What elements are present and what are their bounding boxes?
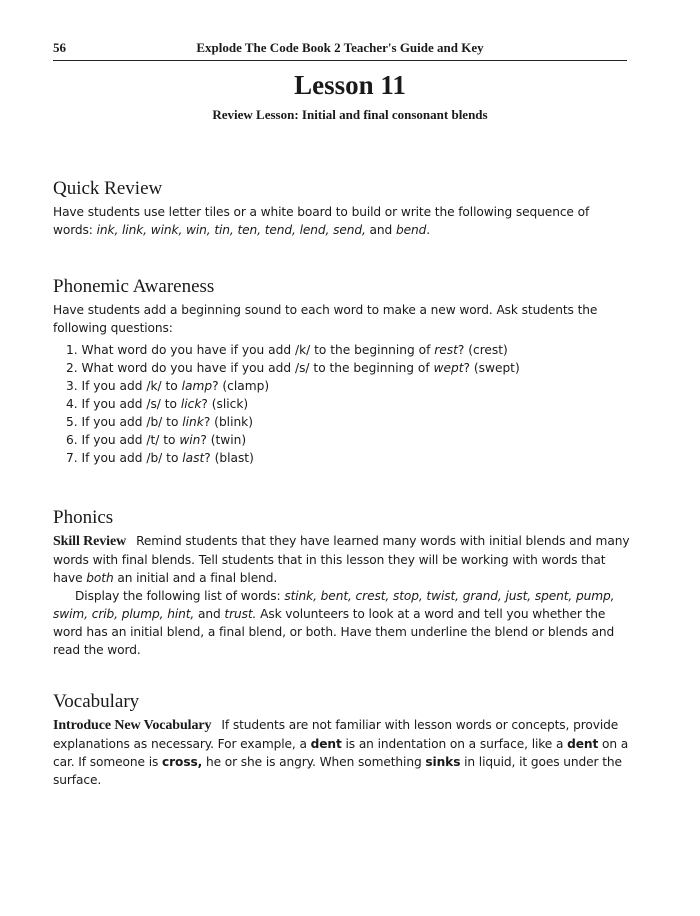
question-answer: ? (blast) <box>204 451 254 465</box>
vocabulary-paragraph <box>53 716 631 789</box>
vocabulary-heading: Vocabulary <box>53 691 140 712</box>
phonemic-awareness-intro: Have students add a beginning sound to each word to make a new word. Ask students the following questions: <box>53 303 598 335</box>
quick-review-and: and <box>365 223 396 237</box>
phonics-emphasis: both <box>86 571 114 585</box>
vocabulary-text: in liquid, it goes under the surface. <box>53 755 622 787</box>
question-text: 1. What word do you have if you add /k/ to the beginning of <box>66 343 435 357</box>
phonemic-awareness-section <box>53 275 631 467</box>
phonics-section <box>53 506 631 659</box>
quick-review-words: ink, link, wink, win, tin, ten, tend, lend, send, <box>96 223 366 237</box>
vocab-word: dent <box>567 737 599 751</box>
phonics-word-list: stink, bent, crest, stop, twist, grand, just, spent, pump, swim, crib, plump, hint, <box>53 589 615 621</box>
phonics-text: Display the following list of words: <box>75 589 285 603</box>
question-answer: ? (slick) <box>201 397 249 411</box>
question-item <box>66 341 631 359</box>
phonics-text: Ask volunteers to look at a word and tell you whether the word has an initial blend, a final blend, or both. Have them underline the blend or blends and read the word. <box>53 607 615 657</box>
phonics-text: Remind students that they have learned many words with initial blends and many words with final blends. Tell students that in this lesson they will be working with words that have <box>53 534 630 585</box>
question-answer: ? (clamp) <box>212 379 270 393</box>
question-text: 7. If you add /b/ to <box>66 451 183 465</box>
question-text: 6. If you add /t/ to <box>66 433 180 447</box>
question-word: lamp <box>181 379 213 393</box>
lesson-subtitle: Review Lesson: Initial and final consonant blends <box>212 107 488 122</box>
question-answer: ? (blink) <box>203 415 253 429</box>
question-item <box>66 377 631 395</box>
quick-review-section <box>53 177 631 239</box>
quick-review-heading: Quick Review <box>53 178 163 199</box>
vocabulary-text: If students are not familiar with lesson words or concepts, provide explanations as necessary. For example, a <box>53 718 619 751</box>
vocab-word: dent <box>310 737 342 751</box>
phonics-paragraph-2 <box>53 587 631 659</box>
question-answer: ? (swept) <box>463 361 520 375</box>
running-header <box>53 38 627 61</box>
skill-review-label: Skill Review <box>53 534 127 549</box>
question-text: 2. What word do you have if you add /s/ to the beginning of <box>66 361 434 375</box>
lesson-title: Lesson 11 <box>294 70 406 100</box>
vocabulary-text: he or she is angry. When something <box>202 755 426 769</box>
vocabulary-text: on a car. If someone is <box>53 737 629 769</box>
phonics-paragraph-1 <box>53 532 631 587</box>
question-item <box>66 359 631 377</box>
question-word: last <box>182 451 205 465</box>
question-text: 3. If you add /k/ to <box>66 379 182 393</box>
quick-review-end: . <box>426 223 431 237</box>
question-word: win <box>179 433 201 447</box>
vocab-word: cross, <box>162 755 203 769</box>
question-item <box>66 431 631 449</box>
question-item <box>66 449 631 467</box>
question-word: link <box>182 415 204 429</box>
vocabulary-text: is an indentation on a surface, like a <box>341 737 568 751</box>
question-text: 5. If you add /b/ to <box>66 415 183 429</box>
question-text: 4. If you add /s/ to <box>66 397 181 411</box>
phonics-word-list-last: trust. <box>224 607 257 621</box>
quick-review-intro: Have students use letter tiles or a white board to build or write the following sequence of words: <box>53 205 590 237</box>
book-title: Explode The Code Book 2 Teacher's Guide and Key <box>196 40 484 55</box>
question-answer: ? (twin) <box>200 433 247 447</box>
phonics-text: and <box>194 607 225 621</box>
phonics-heading: Phonics <box>53 507 114 528</box>
question-word: wept <box>433 361 464 375</box>
phonics-text: an initial and a final blend. <box>113 571 278 585</box>
question-item <box>66 395 631 413</box>
page-number: 56 <box>53 40 66 55</box>
question-answer: ? (crest) <box>457 343 508 357</box>
vocab-word: sinks <box>425 755 461 769</box>
quick-review-last-word: bend <box>395 223 427 237</box>
question-word: rest <box>434 343 458 357</box>
question-word: lick <box>180 397 202 411</box>
vocabulary-section <box>53 690 631 789</box>
vocabulary-label: Introduce New Vocabulary <box>53 718 212 733</box>
question-list <box>53 341 631 467</box>
phonemic-awareness-heading: Phonemic Awareness <box>53 276 215 297</box>
question-item <box>66 413 631 431</box>
quick-review-text <box>53 203 631 239</box>
